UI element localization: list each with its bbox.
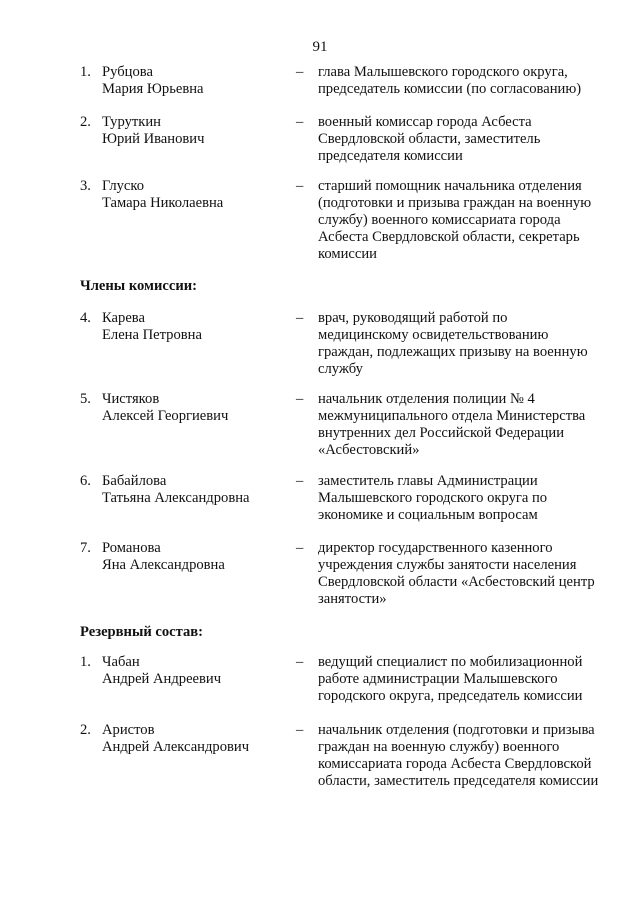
members-heading: Члены комиссии: — [80, 278, 198, 294]
given-names: Андрей Андреевич — [102, 671, 222, 687]
member-role — [318, 473, 618, 524]
surname: Аристов — [102, 722, 155, 738]
entry-number: 1. — [80, 64, 91, 80]
given-names: Мария Юрьевна — [102, 81, 204, 97]
surname: Карева — [102, 310, 145, 326]
member-role — [318, 391, 618, 459]
entry-number: 3. — [80, 178, 91, 194]
entry-number: 1. — [80, 654, 91, 670]
role-line: комиссариата города Асбеста Свердловской — [318, 756, 592, 772]
dash: – — [296, 473, 304, 489]
member-name — [102, 64, 282, 98]
surname: Романова — [102, 540, 161, 556]
member-name — [102, 722, 282, 756]
role-line: Свердловской области, заместитель — [318, 131, 541, 147]
dash: – — [296, 310, 304, 326]
role-line: службу — [318, 361, 363, 377]
given-names: Юрий Иванович — [102, 131, 205, 147]
role-line: граждан, подлежащих призыву на военную — [318, 344, 588, 360]
role-line: Свердловской области «Асбестовский центр — [318, 574, 595, 590]
role-line: врач, руководящий работой по — [318, 310, 508, 326]
member-name — [102, 473, 282, 507]
role-line: председатель комиссии (по согласованию) — [318, 81, 582, 97]
role-line: экономике и социальным вопросам — [318, 507, 538, 523]
member-role — [318, 114, 618, 165]
given-names: Елена Петровна — [102, 327, 202, 343]
surname: Чистяков — [102, 391, 160, 407]
entry-number: 5. — [80, 391, 91, 407]
role-line: глава Малышевского городского округа, — [318, 64, 568, 80]
entry-number: 6. — [80, 473, 91, 489]
dash: – — [296, 722, 304, 738]
role-line: (подготовки и призыва граждан на военную — [318, 195, 592, 211]
role-line: Асбеста Свердловской области, секретарь — [318, 229, 580, 245]
given-names: Тамара Николаевна — [102, 195, 224, 211]
role-line: службу) военного комиссариата города — [318, 212, 561, 228]
surname: Чабан — [102, 654, 140, 670]
surname: Глуско — [102, 178, 145, 194]
role-line: области, заместитель председателя комиссии — [318, 773, 599, 789]
role-line: старший помощник начальника отделения — [318, 178, 582, 194]
entry-number: 7. — [80, 540, 91, 556]
entry-number: 2. — [80, 114, 91, 130]
role-line: начальник отделения (подготовки и призыва — [318, 722, 595, 738]
dash: – — [296, 114, 304, 130]
entry-number: 2. — [80, 722, 91, 738]
role-line: граждан на военную службу) военного — [318, 739, 560, 755]
given-names: Татьяна Александровна — [102, 490, 250, 506]
dash: – — [296, 64, 304, 80]
member-name — [102, 654, 282, 688]
role-line: городского округа, председатель комиссии — [318, 688, 583, 704]
role-line: военный комиссар города Асбеста — [318, 114, 532, 130]
member-role — [318, 654, 618, 705]
role-line: заместитель главы Администрации — [318, 473, 538, 489]
role-line: Малышевского городского округа по — [318, 490, 548, 506]
member-name — [102, 178, 282, 212]
member-role — [318, 540, 618, 608]
given-names: Алексей Георгиевич — [102, 408, 229, 424]
member-role — [318, 178, 618, 263]
entry-number: 4. — [80, 310, 91, 326]
role-line: учреждения службы занятости населения — [318, 557, 577, 573]
role-line: медицинскому освидетельствованию — [318, 327, 549, 343]
role-line: директор государственного казенного — [318, 540, 553, 556]
role-line: «Асбестовский» — [318, 442, 420, 458]
dash: – — [296, 391, 304, 407]
role-line: занятости» — [318, 591, 387, 607]
role-line: комиссии — [318, 246, 377, 262]
surname: Туруткин — [102, 114, 161, 130]
role-line: межмуниципального отдела Министерства — [318, 408, 586, 424]
dash: – — [296, 178, 304, 194]
given-names: Андрей Александрович — [102, 739, 250, 755]
member-role — [318, 310, 618, 378]
role-line: работе администрации Малышевского — [318, 671, 558, 687]
page-number: 91 — [312, 39, 328, 55]
member-name — [102, 540, 282, 574]
surname: Бабайлова — [102, 473, 167, 489]
dash: – — [296, 654, 304, 670]
dash: – — [296, 540, 304, 556]
member-name — [102, 310, 282, 344]
role-line: внутренних дел Российской Федерации — [318, 425, 565, 441]
role-line: начальник отделения полиции № 4 — [318, 391, 535, 407]
member-name — [102, 114, 282, 148]
role-line: ведущий специалист по мобилизационной — [318, 654, 583, 670]
reserve-heading: Резервный состав: — [80, 624, 204, 640]
role-line: председателя комиссии — [318, 148, 463, 164]
given-names: Яна Александровна — [102, 557, 225, 573]
member-role — [318, 64, 618, 98]
member-role — [318, 722, 618, 790]
member-name — [102, 391, 282, 425]
surname: Рубцова — [102, 64, 153, 80]
